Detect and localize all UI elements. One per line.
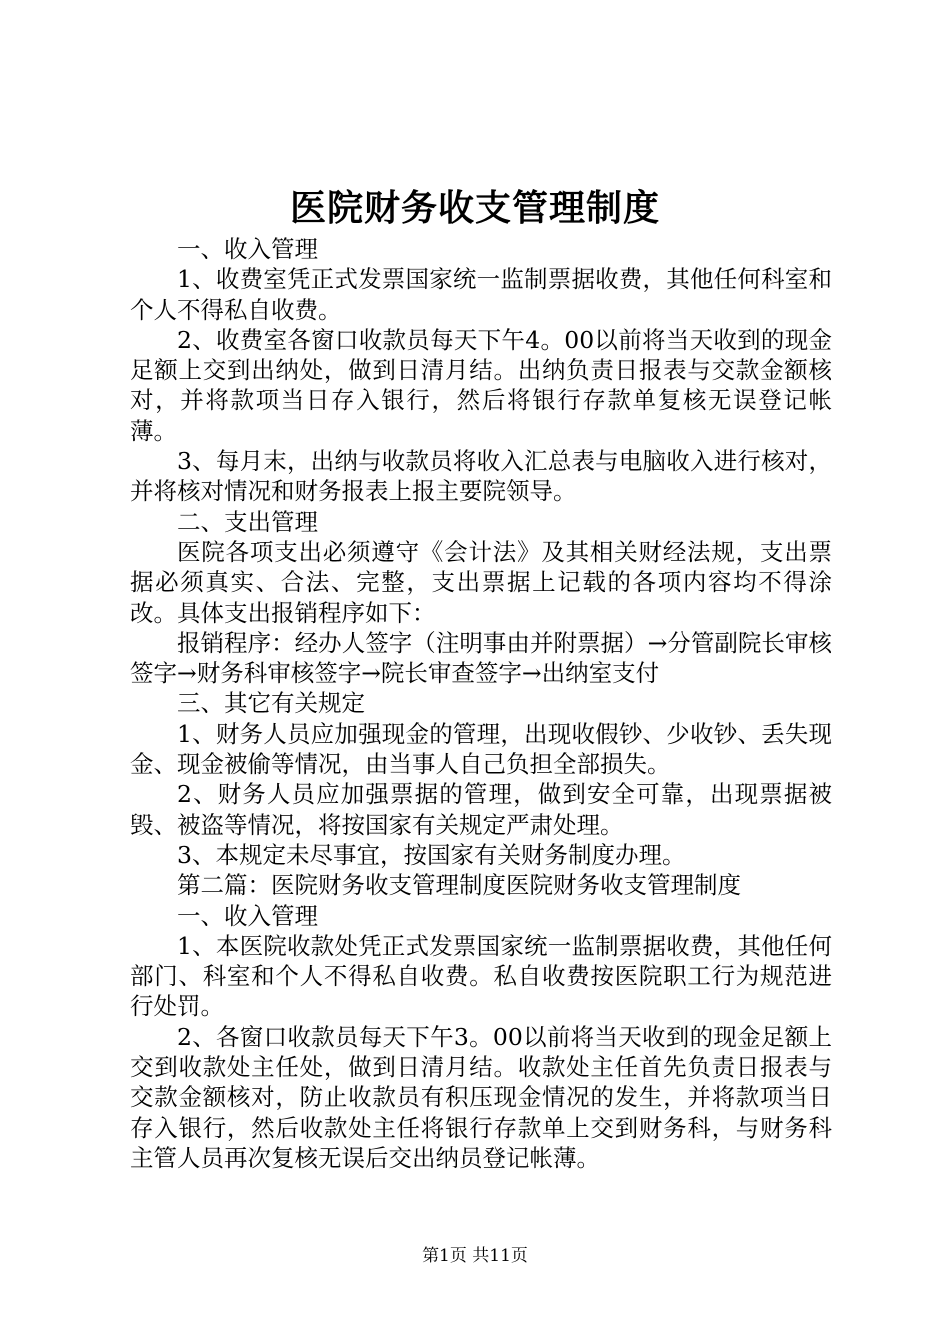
document-body: [130, 234, 832, 1173]
paragraph: 3、本规定未尽事宜，按国家有关财务制度办理。: [177, 840, 686, 869]
paragraph: 1、本医院收款处凭正式发票国家统一监制票据收费，其他任何部门、科室和个人不得私自收费。私自收费按医院职工行为规范进行处罚。: [130, 931, 832, 1021]
paragraph: 医院各项支出必须遵守《会计法》及其相关财经法规，支出票据必须真实、合法、完整，支出票据上记载的各项内容均不得涂改。具体支出报销程序如下：: [130, 537, 832, 627]
paragraph: 2、各窗口收款员每天下午3。00以前将当天收到的现金足额上交到收款处主任处，做到日清月结。收款处主任首先负责日报表与交款金额核对，防止收款员有积压现金情况的发生，并将款项当日存入银行，然后收款处主任将银行存款单上交到财务科，与财务科主管人员再次复核无误后交出纳员登记帐薄。: [130, 1022, 832, 1172]
section-heading: 三、其它有关规定: [177, 689, 365, 718]
section-heading: 一、收入管理: [177, 235, 318, 263]
page-number: 第1页 共11页: [422, 1246, 528, 1266]
page-title: 医院财务收支管理制度: [289, 187, 660, 229]
chapter-heading: 第二篇：医院财务收支管理制度医院财务收支管理制度: [177, 871, 741, 900]
paragraph: 1、财务人员应加强现金的管理，出现收假钞、少收钞、丢失现金、现金被偷等情况，由当事人自己负担全部损失。: [130, 719, 832, 779]
section-heading: 二、支出管理: [177, 507, 318, 536]
paragraph: 3、每月末，出纳与收款员将收入汇总表与电脑收入进行核对，并将核对情况和财务报表上报主要院领导。: [130, 447, 832, 506]
paragraph: 2、财务人员应加强票据的管理，做到安全可靠，出现票据被毁、被盗等情况，将按国家有关规定严肃处理。: [130, 780, 832, 839]
paragraph: 1、收费室凭正式发票国家统一监制票据收费，其他任何科室和个人不得私自收费。: [130, 265, 832, 324]
section-heading: 一、收入管理: [177, 901, 318, 930]
paragraph: 2、收费室各窗口收款员每天下午4。00以前将当天收到的现金足额上交到出纳处，做到日清月结。出纳负责日报表与交款金额核对，并将款项当日存入银行，然后将银行存款单复核无误登记帐薄。: [130, 325, 832, 445]
paragraph: 报销程序：经办人签字（注明事由并附票据）→分管副院长审核签字→财务科审核签字→院长审查签字→出纳室支付: [130, 628, 832, 688]
